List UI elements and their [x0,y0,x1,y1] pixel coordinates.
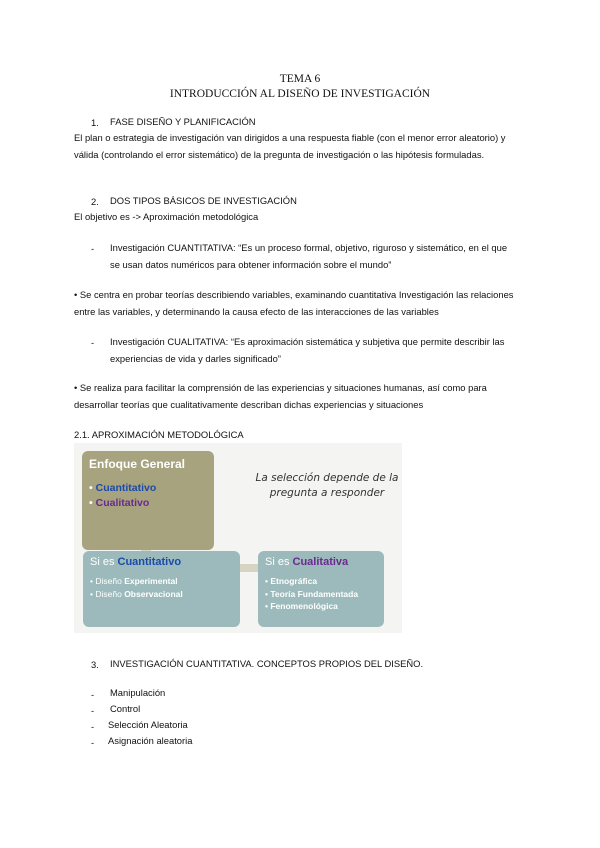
general-approach-list [89,481,156,511]
section1-number: 1. [91,117,99,128]
section1-heading: FASE DISEÑO Y PLANIFICACIÓN [110,116,256,127]
list-dash: - [91,689,95,700]
qual-design-phenomenological: • Fenomenológica [265,601,338,611]
section21-heading: 2.1. APROXIMACIÓN METODOLÓGICA [74,429,244,440]
diagram-handwritten-note: La selección depende de la pregunta a responder [255,472,399,499]
list-item: Manipulación [110,687,166,698]
list-item: Selección Aleatoria [108,719,188,730]
quant-definition: Investigación CUANTITATIVA: “Es un proceso formal, objetivo, riguroso y sistemático, en el que se usan datos numéricos para obtener información sobre el mundo” [110,242,508,270]
quant-design-experimental: • Diseño Experimental [90,576,178,586]
doc-title-main: INTRODUCCIÓN AL DISEÑO DE INVESTIGACIÓN [169,88,431,100]
general-item-quant: • Cuantitativo [89,482,157,494]
general-approach-box [82,451,214,550]
list-dash: - [91,737,95,748]
qual-design-grounded-theory: • Teoría Fundamentada [265,588,359,599]
doc-title-topic: TEMA 6 [279,73,321,85]
list-item: Asignación aleatoria [108,735,193,746]
quantitative-branch-list [90,575,183,600]
section3-heading: INVESTIGACIÓN CUANTITATIVA. CONCEPTOS PROPIOS DEL DISEÑO. [110,658,424,669]
qualitative-branch-title: Si es Cualitativa [265,556,349,568]
qualitative-branch-list [265,575,358,613]
quant-dash: - [91,243,95,254]
section3-number: 3. [91,659,99,670]
qualitative-branch-box [258,551,384,627]
diagram-connector-horizontal [240,564,260,572]
qual-note: • Se realiza para facilitar la comprensión de las experiencias y situaciones humanas, así como para desarrollar teorías que cualitativamente describan dichas experiencias y situaciones [74,382,487,410]
list-dash: - [91,721,95,732]
qual-dash: - [91,337,95,348]
section2-number: 2. [91,196,99,207]
qual-definition: Investigación CUALITATIVA: “Es aproximación sistemática y subjetiva que permite describir las experiencias de vida y darles significado” [110,336,505,364]
quant-note: • Se centra en probar teorías describiendo variables, examinando cuantitativa Investigación las relaciones entre las variables, y determinando la causa efecto de las interacciones de las variables [74,289,514,317]
general-item-qual: • Cualitativo [89,497,150,509]
list-dash: - [91,705,95,716]
quantitative-branch-box [83,551,240,627]
section1-paragraph: El plan o estrategia de investigación van dirigidos a una respuesta fiable (con el menor error aleatorio) y válida (controlando el error sistemático) de la pregunta de investigación o las hipótesis formuladas. [74,132,506,160]
qual-design-ethnographic: • Etnográfica [265,576,318,586]
section2-heading: DOS TIPOS BÁSICOS DE INVESTIGACIÓN [110,195,297,206]
methodology-diagram [74,443,402,633]
section2-objective: El objetivo es -> Aproximación metodológica [74,211,259,222]
list-item: Control [110,703,141,714]
quant-design-observational: • Diseño Observacional [90,588,183,599]
general-approach-title: Enfoque General [89,457,186,471]
quantitative-branch-title: Si es Cuantitativo [90,556,182,568]
